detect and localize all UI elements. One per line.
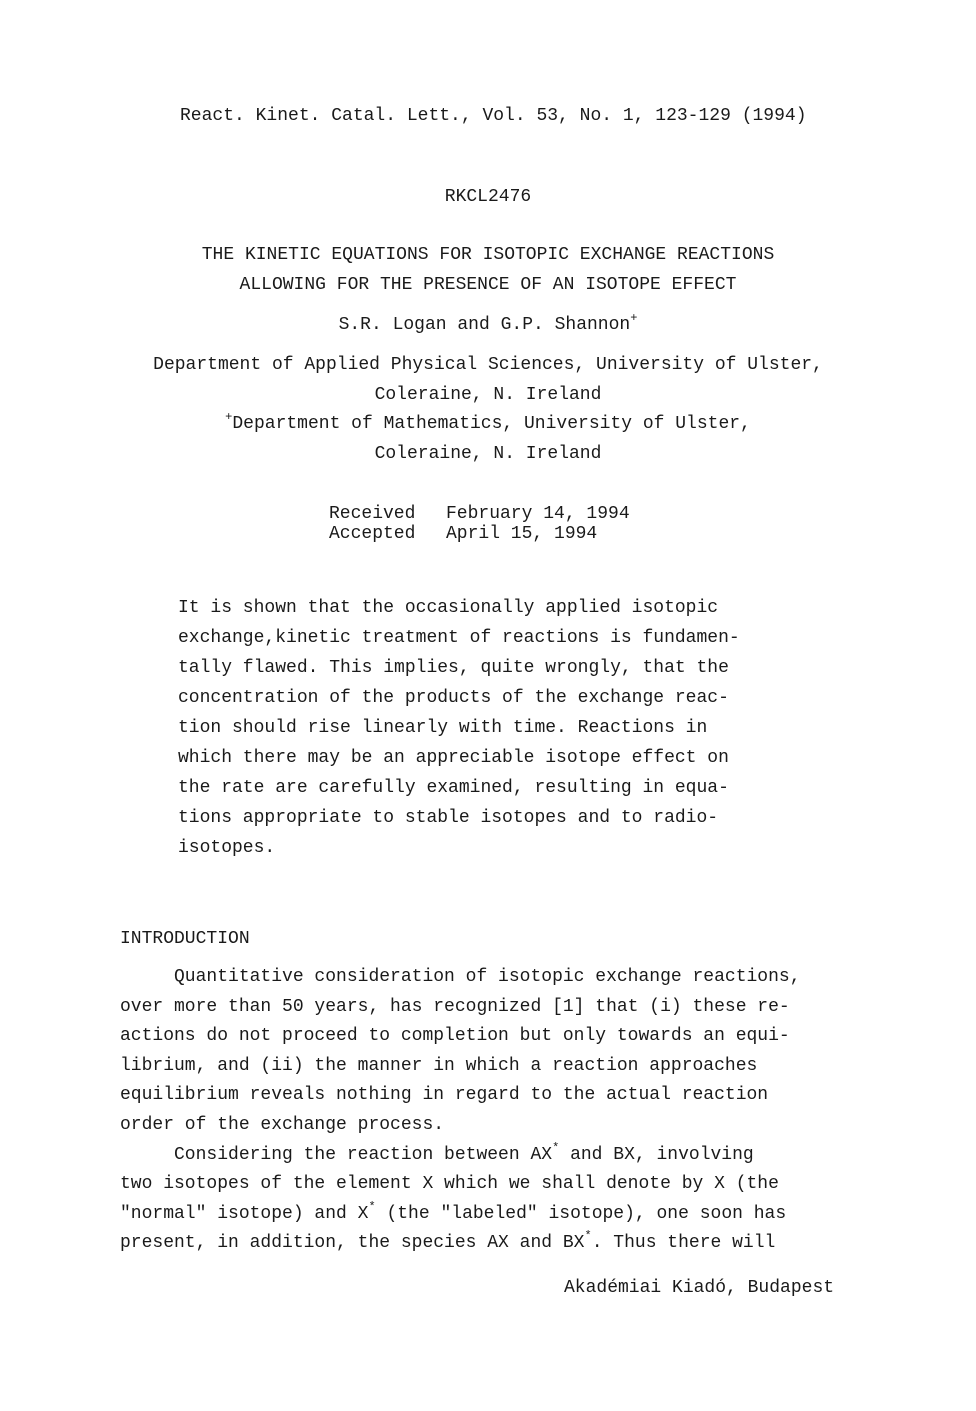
- affiliation-mark: +: [225, 410, 233, 424]
- section-heading-introduction: INTRODUCTION: [120, 929, 250, 949]
- affiliation-1-line-2: Coleraine, N. Ireland: [374, 385, 602, 405]
- author-names: S.R. Logan and G.P. Shannon: [338, 315, 631, 335]
- accepted-date: April 15, 1994: [446, 524, 598, 544]
- body-line: Considering the reaction between AX* and BX, involving: [120, 1140, 754, 1165]
- author-mark: +: [630, 311, 638, 325]
- abstract-line: concentration of the products of the exchange reac-: [178, 688, 729, 708]
- abstract-line: tions appropriate to stable isotopes and to radio-: [178, 808, 719, 828]
- affiliation-2-line-2: Coleraine, N. Ireland: [374, 444, 602, 464]
- title-line-1: THE KINETIC EQUATIONS FOR ISOTOPIC EXCHANGE REACTIONS: [201, 245, 775, 265]
- abstract-line: tally flawed. This implies, quite wrongly, that the: [178, 658, 729, 678]
- body-line: Quantitative consideration of isotopic exchange reactions,: [120, 967, 801, 987]
- abstract-line: which there may be an appreciable isotope effect on: [178, 748, 729, 768]
- abstract-line: isotopes.: [178, 838, 276, 858]
- abstract-line: exchange,kinetic treatment of reactions is fundamen-: [178, 628, 740, 648]
- introduction-body: [120, 963, 860, 1259]
- star-superscript: *: [552, 1140, 560, 1155]
- received-label: Received: [329, 504, 416, 524]
- affiliation-1-line-1: Department of Applied Physical Sciences, University of Ulster,: [153, 355, 823, 375]
- body-line: librium, and (ii) the manner in which a reaction approaches: [120, 1055, 758, 1076]
- abstract-line: It is shown that the occasionally applied isotopic: [178, 598, 719, 618]
- title-line-2: ALLOWING FOR THE PRESENCE OF AN ISOTOPE EFFECT: [239, 275, 737, 295]
- abstract: [178, 593, 798, 863]
- star-superscript: *: [584, 1229, 592, 1244]
- star-superscript: *: [368, 1199, 376, 1214]
- body-line: present, in addition, the species AX and BX*. Thus there will: [120, 1229, 776, 1254]
- abstract-line: tion should rise linearly with time. Reactions in: [178, 718, 708, 738]
- article-code: RKCL2476: [444, 187, 532, 207]
- body-line: order of the exchange process.: [120, 1114, 445, 1135]
- citation: React. Kinet. Catal. Lett., Vol. 53, No. 1, 123-129 (1994): [180, 106, 807, 126]
- body-line: over more than 50 years, has recognized [1] that (i) these re-: [120, 996, 790, 1017]
- body-line: "normal" isotope) and X* (the "labeled" isotope), one soon has: [120, 1199, 787, 1224]
- received-date: February 14, 1994: [446, 504, 630, 524]
- affiliation-2-line-1: +Department of Mathematics, University of Ulster,: [225, 410, 751, 434]
- publisher-footer: Akadémiai Kiadó, Budapest: [564, 1278, 835, 1298]
- body-line: equilibrium reveals nothing in regard to the actual reaction: [120, 1085, 769, 1106]
- accepted-label: Accepted: [329, 524, 416, 544]
- body-line: two isotopes of the element X which we shall denote by X (the: [120, 1174, 779, 1195]
- authors: [0, 311, 976, 336]
- abstract-line: the rate are carefully examined, resulting in equa-: [178, 778, 729, 798]
- body-line: actions do not proceed to completion but only towards an equi-: [120, 1026, 790, 1047]
